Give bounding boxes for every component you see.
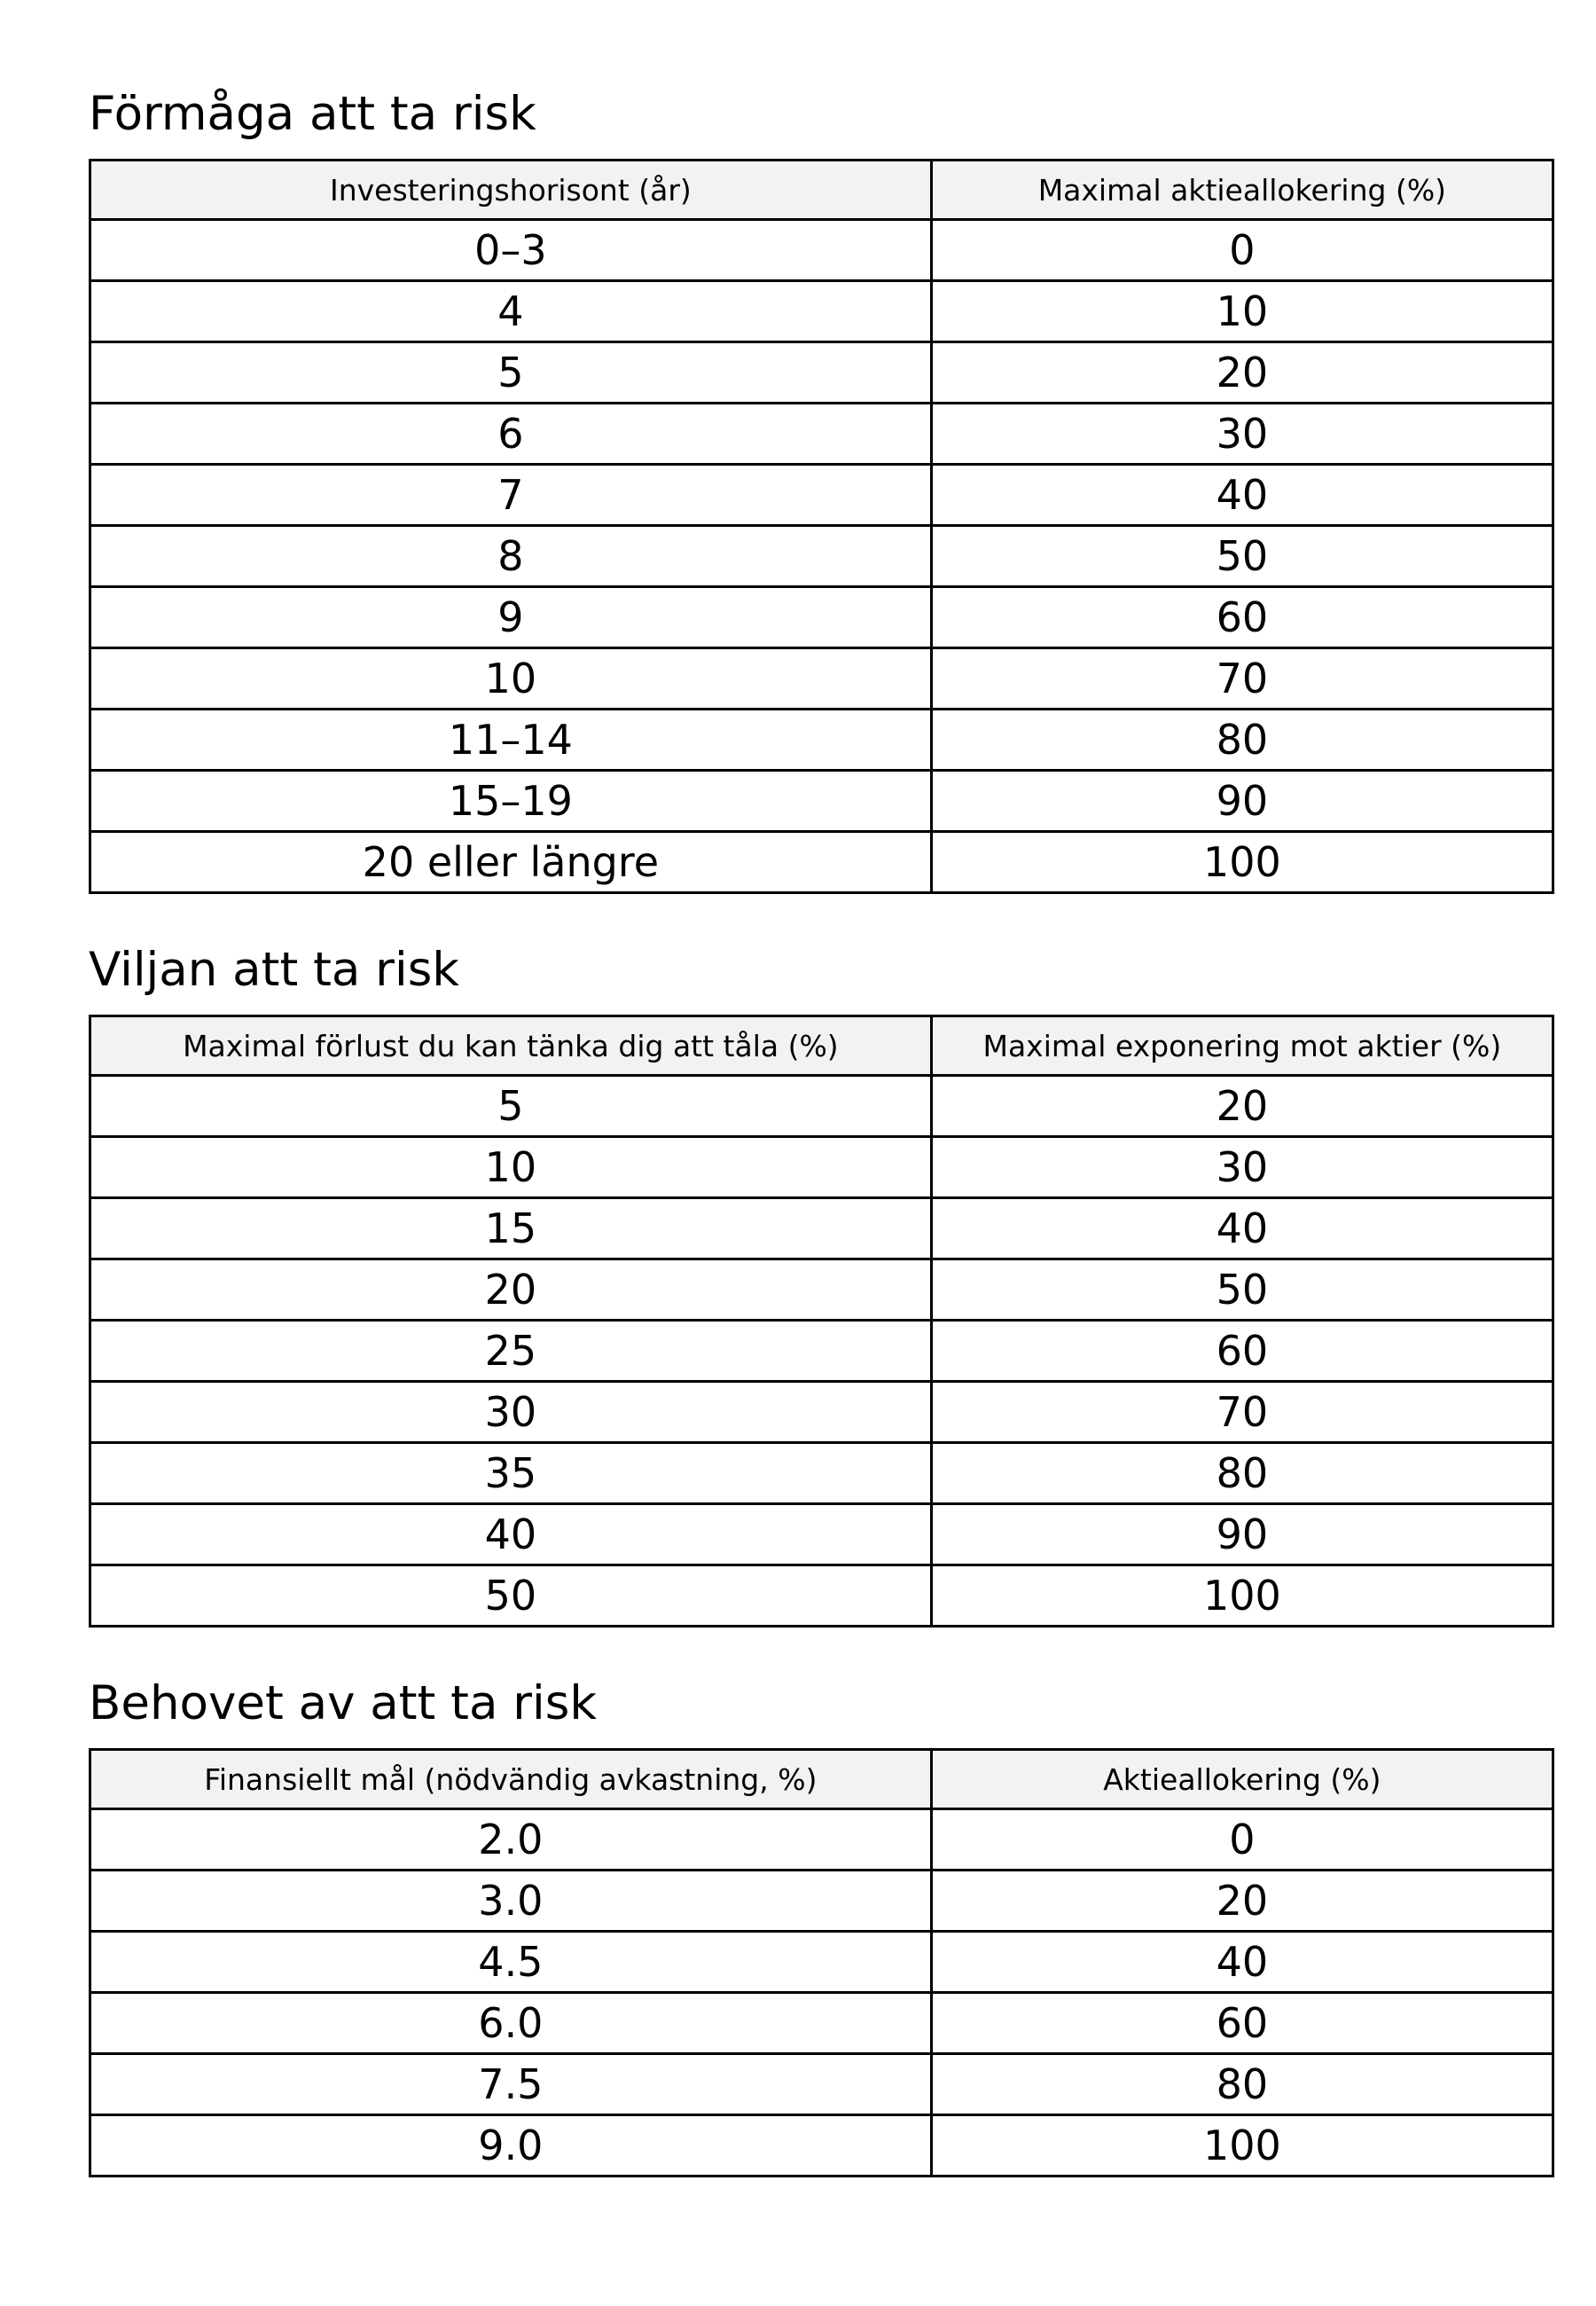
- table-cell: 10: [931, 281, 1553, 342]
- table-cell: 15: [90, 1198, 932, 1259]
- table-row: [90, 1993, 1553, 2054]
- table-cell: 100: [931, 832, 1553, 893]
- section-willingness-to-take-risk: [89, 943, 1554, 1628]
- table-cell: 40: [931, 1198, 1553, 1259]
- table-cell: 50: [931, 526, 1553, 587]
- table-cell: 10: [90, 1137, 932, 1198]
- ability-risk-table: [89, 159, 1554, 894]
- table-row: [90, 2054, 1553, 2115]
- table-row: [90, 465, 1553, 526]
- table-header-row: [90, 1016, 1553, 1076]
- table-cell: 15–19: [90, 771, 932, 832]
- table-cell: 60: [931, 587, 1553, 648]
- table-cell: 9: [90, 587, 932, 648]
- table-cell: 40: [90, 1504, 932, 1565]
- column-header-max-tolerable-loss: Maximal förlust du kan tänka dig att tåla (%): [90, 1016, 932, 1076]
- table-cell: 6: [90, 404, 932, 465]
- table-cell: 5: [90, 342, 932, 404]
- table-cell: 20: [931, 1076, 1553, 1137]
- table-cell: 60: [931, 1993, 1553, 2054]
- table-cell: 0–3: [90, 220, 932, 281]
- table-cell: 100: [931, 2115, 1553, 2177]
- table-cell: 20: [90, 1259, 932, 1321]
- table-cell: 80: [931, 710, 1553, 771]
- table-cell: 4: [90, 281, 932, 342]
- column-header-max-equity-exposure: Maximal exponering mot aktier (%): [931, 1016, 1553, 1076]
- table-cell: 50: [931, 1259, 1553, 1321]
- table-cell: 20 eller längre: [90, 832, 932, 893]
- table-row: [90, 404, 1553, 465]
- table-cell: 2.0: [90, 1809, 932, 1871]
- table-cell: 25: [90, 1321, 932, 1382]
- table-row: [90, 342, 1553, 404]
- section-title-ability: Förmåga att ta risk: [89, 87, 536, 141]
- table-cell: 4.5: [90, 1932, 932, 1993]
- table-header-row: [90, 1750, 1553, 1809]
- table-row: [90, 1932, 1553, 1993]
- table-cell: 90: [931, 1504, 1553, 1565]
- table-row: [90, 526, 1553, 587]
- table-row: [90, 1076, 1553, 1137]
- table-cell: 3.0: [90, 1871, 932, 1932]
- table-cell: 100: [931, 1565, 1553, 1627]
- table-row: [90, 1198, 1553, 1259]
- table-row: [90, 832, 1553, 893]
- table-cell: 35: [90, 1443, 932, 1504]
- table-cell: 60: [931, 1321, 1553, 1382]
- table-cell: 20: [931, 342, 1553, 404]
- table-cell: 80: [931, 2054, 1553, 2115]
- table-row: [90, 1809, 1553, 1871]
- table-header-row: [90, 161, 1553, 220]
- table-row: [90, 1259, 1553, 1321]
- section-ability-to-take-risk: [89, 87, 1554, 894]
- table-cell: 20: [931, 1871, 1553, 1932]
- table-cell: 7: [90, 465, 932, 526]
- table-row: [90, 1382, 1553, 1443]
- table-row: [90, 1443, 1553, 1504]
- table-cell: 0: [931, 220, 1553, 281]
- table-cell: 50: [90, 1565, 932, 1627]
- table-cell: 0: [931, 1809, 1553, 1871]
- section-title-need: Behovet av att ta risk: [89, 1676, 598, 1730]
- table-cell: 8: [90, 526, 932, 587]
- table-cell: 11–14: [90, 710, 932, 771]
- table-row: [90, 710, 1553, 771]
- need-risk-table: [89, 1748, 1554, 2177]
- table-cell: 70: [931, 648, 1553, 710]
- table-cell: 9.0: [90, 2115, 932, 2177]
- table-cell: 30: [931, 404, 1553, 465]
- table-row: [90, 220, 1553, 281]
- willingness-risk-table: [89, 1015, 1554, 1628]
- table-cell: 80: [931, 1443, 1553, 1504]
- table-cell: 10: [90, 648, 932, 710]
- table-row: [90, 2115, 1553, 2177]
- table-row: [90, 1321, 1553, 1382]
- table-row: [90, 281, 1553, 342]
- table-row: [90, 1565, 1553, 1627]
- table-row: [90, 648, 1553, 710]
- table-row: [90, 1504, 1553, 1565]
- table-cell: 30: [931, 1137, 1553, 1198]
- table-cell: 40: [931, 1932, 1553, 1993]
- table-cell: 30: [90, 1382, 932, 1443]
- table-cell: 6.0: [90, 1993, 932, 2054]
- table-row: [90, 1137, 1553, 1198]
- column-header-equity-allocation: Aktieallokering (%): [931, 1750, 1553, 1809]
- column-header-financial-goal: Finansiellt mål (nödvändig avkastning, %): [90, 1750, 932, 1809]
- table-row: [90, 771, 1553, 832]
- table-row: [90, 1871, 1553, 1932]
- table-cell: 90: [931, 771, 1553, 832]
- table-cell: 7.5: [90, 2054, 932, 2115]
- table-cell: 40: [931, 465, 1553, 526]
- table-cell: 5: [90, 1076, 932, 1137]
- table-cell: 70: [931, 1382, 1553, 1443]
- column-header-investment-horizon: Investeringshorisont (år): [90, 161, 932, 220]
- table-row: [90, 587, 1553, 648]
- section-title-willingness: Viljan att ta risk: [89, 943, 459, 997]
- column-header-max-equity-allocation: Maximal aktieallokering (%): [931, 161, 1553, 220]
- section-need-to-take-risk: [89, 1676, 1554, 2177]
